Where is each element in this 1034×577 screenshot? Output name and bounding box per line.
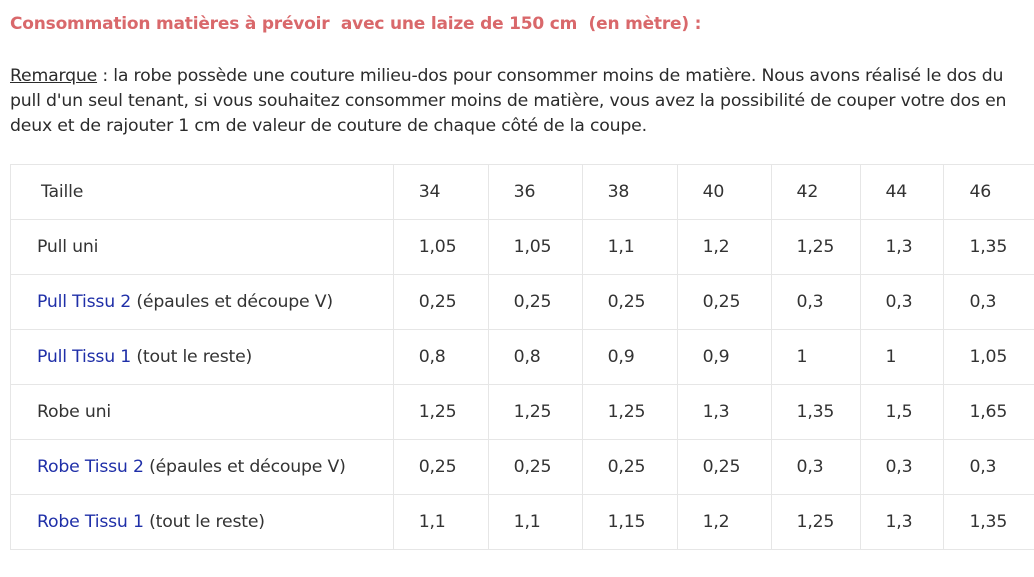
row-name-link[interactable]: Pull Tissu 1 xyxy=(37,347,132,367)
table-row xyxy=(11,220,1034,275)
row-name-link[interactable]: Pull Tissu 2 xyxy=(37,292,132,312)
row-detail: (épaules et découpe V) xyxy=(143,457,346,477)
fabric-consumption-table xyxy=(10,164,1034,550)
table-cell: 1,1 xyxy=(488,495,582,550)
table-cell: 1,5 xyxy=(860,385,944,440)
row-label xyxy=(11,275,394,330)
table-cell: 1,3 xyxy=(860,220,944,275)
row-name: Robe uni xyxy=(37,402,112,422)
table-cell: 1,1 xyxy=(393,495,488,550)
table-row xyxy=(11,495,1034,550)
table-cell: 1,35 xyxy=(944,495,1034,550)
table-cell: 1,25 xyxy=(771,495,860,550)
table-cell: 0,3 xyxy=(944,440,1034,495)
table-cell: 1,35 xyxy=(944,220,1034,275)
table-cell: 0,3 xyxy=(771,275,860,330)
page-title: Consommation matières à prévoir avec une laize de 150 cm (en mètre) : xyxy=(10,14,702,34)
table-cell: 1,25 xyxy=(771,220,860,275)
row-label xyxy=(11,495,394,550)
table-cell: 0,3 xyxy=(860,440,944,495)
table-row xyxy=(11,385,1034,440)
table-cell: 1,65 xyxy=(944,385,1034,440)
table-cell: 0,25 xyxy=(488,440,582,495)
header-size-46: 46 xyxy=(944,165,1034,220)
header-size-34: 34 xyxy=(393,165,488,220)
table-cell: 1,2 xyxy=(677,495,771,550)
table-cell: 1,3 xyxy=(860,495,944,550)
table-cell: 1,25 xyxy=(393,385,488,440)
table-cell: 1,1 xyxy=(582,220,677,275)
row-label xyxy=(11,220,394,275)
remark-paragraph xyxy=(10,64,1030,139)
table-cell: 1,35 xyxy=(771,385,860,440)
row-name-link[interactable]: Robe Tissu 2 xyxy=(37,457,144,477)
row-detail: (épaules et découpe V) xyxy=(131,292,333,312)
table-cell: 0,9 xyxy=(677,330,771,385)
table-cell: 1,05 xyxy=(488,220,582,275)
header-size-38: 38 xyxy=(582,165,677,220)
table-cell: 0,3 xyxy=(771,440,860,495)
table-cell: 0,25 xyxy=(582,275,677,330)
table-cell: 1,25 xyxy=(582,385,677,440)
table-row xyxy=(11,275,1034,330)
table-cell: 1 xyxy=(771,330,860,385)
row-label xyxy=(11,385,394,440)
header-size-44: 44 xyxy=(860,165,944,220)
row-label xyxy=(11,440,394,495)
table-row xyxy=(11,440,1034,495)
table-cell: 1,15 xyxy=(582,495,677,550)
table-cell: 0,25 xyxy=(393,440,488,495)
header-size-label: Taille xyxy=(11,165,394,220)
remark-text: : la robe possède une couture milieu-dos pour consommer moins de matière. Nous avons réalisé le dos du pull d'un seul tenant, si vous souhaitez consommer moins de matière, vous avez la possibilité de couper votre dos en deux et de rajouter 1 cm de valeur de couture de chaque côté de la coupe. xyxy=(10,66,1007,136)
table-cell: 0,25 xyxy=(677,440,771,495)
row-label xyxy=(11,330,394,385)
table-cell: 0,25 xyxy=(677,275,771,330)
table-cell: 1,05 xyxy=(393,220,488,275)
row-name-link[interactable]: Robe Tissu 1 xyxy=(37,512,144,532)
table-cell: 0,8 xyxy=(393,330,488,385)
table-row xyxy=(11,330,1034,385)
header-size-36: 36 xyxy=(488,165,582,220)
table-cell: 0,9 xyxy=(582,330,677,385)
row-detail: (tout le reste) xyxy=(143,512,265,532)
table-cell: 0,8 xyxy=(488,330,582,385)
table-cell: 1,3 xyxy=(677,385,771,440)
remark-label: Remarque xyxy=(10,66,98,86)
row-name: Pull uni xyxy=(37,237,99,257)
table-cell: 1,05 xyxy=(944,330,1034,385)
table-header-row xyxy=(11,165,1034,220)
table-cell: 0,25 xyxy=(393,275,488,330)
table-cell: 0,25 xyxy=(582,440,677,495)
header-size-40: 40 xyxy=(677,165,771,220)
table-cell: 1,2 xyxy=(677,220,771,275)
table-cell: 1,25 xyxy=(488,385,582,440)
table-cell: 0,3 xyxy=(944,275,1034,330)
table-cell: 1 xyxy=(860,330,944,385)
header-size-42: 42 xyxy=(771,165,860,220)
row-detail: (tout le reste) xyxy=(131,347,253,367)
table-cell: 0,25 xyxy=(488,275,582,330)
table-cell: 0,3 xyxy=(860,275,944,330)
